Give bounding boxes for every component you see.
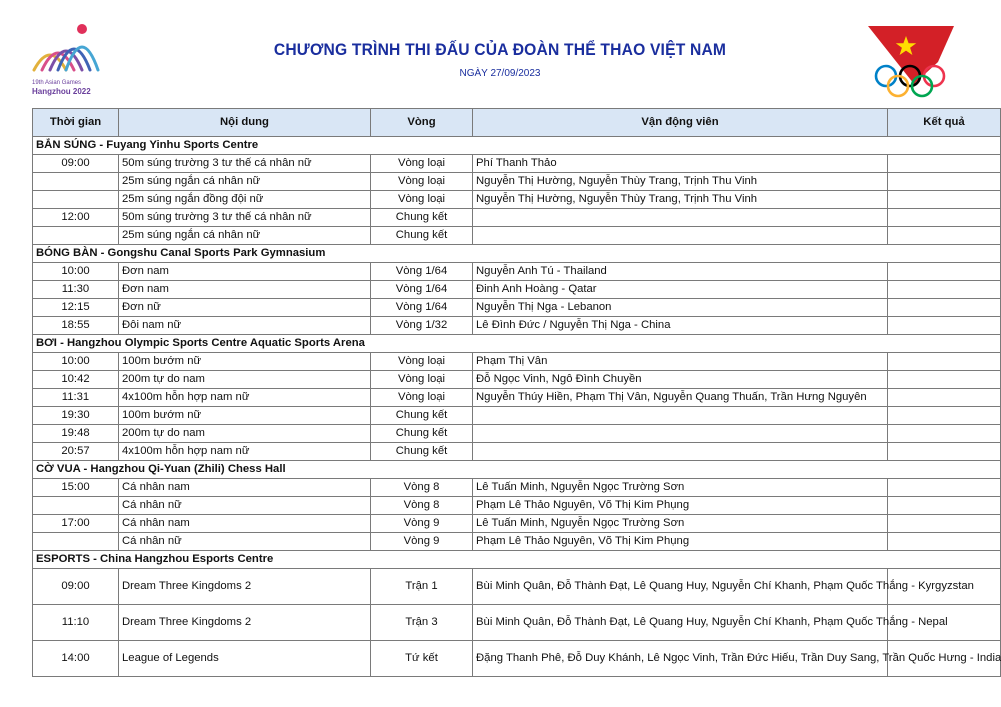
cell-result bbox=[888, 407, 1001, 425]
cell-round: Vòng loại bbox=[371, 371, 473, 389]
table-row bbox=[33, 173, 1001, 191]
cell-result bbox=[888, 173, 1001, 191]
cell-time bbox=[33, 497, 119, 515]
cell-time bbox=[33, 533, 119, 551]
table-row bbox=[33, 479, 1001, 497]
cell-event: Dream Three Kingdoms 2 bbox=[119, 569, 371, 605]
cell-result bbox=[888, 371, 1001, 389]
cell-round: Vòng loại bbox=[371, 191, 473, 209]
column-header-round: Vòng bbox=[371, 109, 473, 137]
table-row bbox=[33, 497, 1001, 515]
cell-time: 15:00 bbox=[33, 479, 119, 497]
cell-athletes: Đặng Thanh Phê, Đỗ Duy Khánh, Lê Ngọc Vinh, Trần Đức Hiếu, Trần Duy Sang, Trần Quốc Hưng - India bbox=[473, 641, 888, 677]
section-row bbox=[33, 245, 1001, 263]
cell-athletes bbox=[473, 209, 888, 227]
cell-round: Chung kết bbox=[371, 425, 473, 443]
cell-athletes: Đinh Anh Hoàng - Qatar bbox=[473, 281, 888, 299]
cell-athletes bbox=[473, 425, 888, 443]
cell-event: Dream Three Kingdoms 2 bbox=[119, 605, 371, 641]
section-row bbox=[33, 461, 1001, 479]
table-row bbox=[33, 389, 1001, 407]
cell-time bbox=[33, 191, 119, 209]
cell-round: Tứ kết bbox=[371, 641, 473, 677]
page-date: NGÀY 27/09/2023 bbox=[459, 68, 541, 79]
cell-athletes: Nguyễn Thúy Hiền, Phạm Thị Vân, Nguyễn Quang Thuấn, Trần Hưng Nguyên bbox=[473, 389, 888, 407]
cell-round: Chung kết bbox=[371, 209, 473, 227]
cell-time: 09:00 bbox=[33, 569, 119, 605]
cell-result bbox=[888, 155, 1001, 173]
cell-event: 100m bướm nữ bbox=[119, 353, 371, 371]
schedule-body bbox=[33, 137, 1001, 677]
cell-event: 25m súng ngắn đồng đội nữ bbox=[119, 191, 371, 209]
cell-event: Cá nhân nam bbox=[119, 515, 371, 533]
cell-round: Trận 3 bbox=[371, 605, 473, 641]
cell-event: League of Legends bbox=[119, 641, 371, 677]
section-title: BẮN SÚNG - Fuyang Yinhu Sports Centre bbox=[33, 137, 1001, 155]
cell-time bbox=[33, 173, 119, 191]
cell-time: 12:00 bbox=[33, 209, 119, 227]
cell-result bbox=[888, 425, 1001, 443]
schedule-table bbox=[32, 108, 1001, 677]
table-row bbox=[33, 353, 1001, 371]
cell-round: Vòng 1/64 bbox=[371, 263, 473, 281]
cell-result bbox=[888, 533, 1001, 551]
cell-round: Vòng 8 bbox=[371, 497, 473, 515]
cell-round: Vòng loại bbox=[371, 155, 473, 173]
section-title: CỜ VUA - Hangzhou Qi-Yuan (Zhili) Chess Hall bbox=[33, 461, 1001, 479]
table-row bbox=[33, 299, 1001, 317]
section-title: BƠI - Hangzhou Olympic Sports Centre Aquatic Sports Arena bbox=[33, 335, 1001, 353]
table-row bbox=[33, 155, 1001, 173]
logo-caption-city: Hangzhou 2022 bbox=[32, 87, 91, 96]
cell-round: Vòng 9 bbox=[371, 515, 473, 533]
table-row bbox=[33, 281, 1001, 299]
table-row bbox=[33, 641, 1001, 677]
table-header-row bbox=[33, 109, 1001, 137]
cell-athletes: Đỗ Ngọc Vinh, Ngô Đình Chuyền bbox=[473, 371, 888, 389]
cell-result bbox=[888, 497, 1001, 515]
table-row bbox=[33, 605, 1001, 641]
table-row bbox=[33, 515, 1001, 533]
cell-athletes: Bùi Minh Quân, Đỗ Thành Đạt, Lê Quang Huy, Nguyễn Chí Khanh, Phạm Quốc Thắng - Nepal bbox=[473, 605, 888, 641]
cell-event: 200m tự do nam bbox=[119, 425, 371, 443]
cell-athletes bbox=[473, 407, 888, 425]
column-header-result: Kết quả bbox=[888, 109, 1001, 137]
cell-time: 18:55 bbox=[33, 317, 119, 335]
logo-caption-edition: 19th Asian Games bbox=[32, 80, 82, 86]
cell-athletes: Lê Tuấn Minh, Nguyễn Ngọc Trường Sơn bbox=[473, 479, 888, 497]
cell-round: Vòng 1/32 bbox=[371, 317, 473, 335]
cell-athletes: Nguyễn Anh Tú - Thailand bbox=[473, 263, 888, 281]
cell-athletes bbox=[473, 443, 888, 461]
cell-time: 14:00 bbox=[33, 641, 119, 677]
section-title: ESPORTS - China Hangzhou Esports Centre bbox=[33, 551, 1001, 569]
cell-athletes: Lê Tuấn Minh, Nguyễn Ngọc Trường Sơn bbox=[473, 515, 888, 533]
table-row bbox=[33, 371, 1001, 389]
cell-event: 4x100m hỗn hợp nam nữ bbox=[119, 389, 371, 407]
cell-athletes: Bùi Minh Quân, Đỗ Thành Đạt, Lê Quang Huy, Nguyễn Chí Khanh, Phạm Quốc Thắng - Kyrgyzstan bbox=[473, 569, 888, 605]
section-row bbox=[33, 551, 1001, 569]
cell-time: 09:00 bbox=[33, 155, 119, 173]
cell-time: 20:57 bbox=[33, 443, 119, 461]
cell-event: Cá nhân nữ bbox=[119, 533, 371, 551]
table-row bbox=[33, 191, 1001, 209]
cell-result bbox=[888, 281, 1001, 299]
cell-time: 12:15 bbox=[33, 299, 119, 317]
table-row bbox=[33, 569, 1001, 605]
cell-result bbox=[888, 443, 1001, 461]
cell-athletes: Nguyễn Thị Hường, Nguyễn Thùy Trang, Trịnh Thu Vinh bbox=[473, 191, 888, 209]
asian-games-logo bbox=[28, 20, 114, 102]
cell-round: Vòng 8 bbox=[371, 479, 473, 497]
cell-athletes: Phạm Lê Thảo Nguyên, Võ Thị Kim Phụng bbox=[473, 497, 888, 515]
cell-result bbox=[888, 389, 1001, 407]
cell-event: 50m súng trường 3 tư thế cá nhân nữ bbox=[119, 155, 371, 173]
cell-athletes: Phí Thanh Thảo bbox=[473, 155, 888, 173]
cell-event: 100m bướm nữ bbox=[119, 407, 371, 425]
cell-round: Vòng 1/64 bbox=[371, 299, 473, 317]
cell-round: Vòng loại bbox=[371, 389, 473, 407]
cell-time: 10:00 bbox=[33, 263, 119, 281]
cell-event: 25m súng ngắn cá nhân nữ bbox=[119, 173, 371, 191]
cell-athletes bbox=[473, 227, 888, 245]
cell-time: 11:10 bbox=[33, 605, 119, 641]
cell-result bbox=[888, 353, 1001, 371]
cell-result bbox=[888, 299, 1001, 317]
cell-athletes: Phạm Lê Thảo Nguyên, Võ Thị Kim Phụng bbox=[473, 533, 888, 551]
table-row bbox=[33, 425, 1001, 443]
cell-time: 17:00 bbox=[33, 515, 119, 533]
column-header-event: Nội dung bbox=[119, 109, 371, 137]
cell-event: 200m tự do nam bbox=[119, 371, 371, 389]
cell-event: Cá nhân nam bbox=[119, 479, 371, 497]
table-row bbox=[33, 263, 1001, 281]
column-header-time: Thời gian bbox=[33, 109, 119, 137]
table-row bbox=[33, 227, 1001, 245]
cell-event: 50m súng trường 3 tư thế cá nhân nữ bbox=[119, 209, 371, 227]
page-header bbox=[0, 0, 1000, 107]
cell-athletes: Phạm Thị Vân bbox=[473, 353, 888, 371]
cell-event: 4x100m hỗn hợp nam nữ bbox=[119, 443, 371, 461]
cell-round: Vòng 9 bbox=[371, 533, 473, 551]
section-row bbox=[33, 335, 1001, 353]
cell-event: Đôi nam nữ bbox=[119, 317, 371, 335]
cell-result bbox=[888, 227, 1001, 245]
cell-event: Đơn nữ bbox=[119, 299, 371, 317]
cell-result bbox=[888, 515, 1001, 533]
page-title: CHƯƠNG TRÌNH THI ĐẤU CỦA ĐOÀN THỂ THAO VIỆT NAM bbox=[273, 40, 727, 59]
cell-athletes: Lê Đình Đức / Nguyễn Thị Nga - China bbox=[473, 317, 888, 335]
column-header-athletes: Vận động viên bbox=[473, 109, 888, 137]
cell-time: 19:48 bbox=[33, 425, 119, 443]
cell-time: 11:31 bbox=[33, 389, 119, 407]
cell-event: Đơn nam bbox=[119, 263, 371, 281]
table-row bbox=[33, 407, 1001, 425]
cell-event: Đơn nam bbox=[119, 281, 371, 299]
cell-round: Chung kết bbox=[371, 443, 473, 461]
cell-athletes: Nguyễn Thị Hường, Nguyễn Thùy Trang, Trịnh Thu Vinh bbox=[473, 173, 888, 191]
vietnam-flag-olympic-rings-icon bbox=[866, 22, 956, 100]
table-row bbox=[33, 209, 1001, 227]
section-row bbox=[33, 137, 1001, 155]
cell-round: Vòng loại bbox=[371, 353, 473, 371]
cell-time: 10:00 bbox=[33, 353, 119, 371]
cell-result bbox=[888, 479, 1001, 497]
section-title: BÓNG BÀN - Gongshu Canal Sports Park Gymnasium bbox=[33, 245, 1001, 263]
cell-time: 11:30 bbox=[33, 281, 119, 299]
cell-round: Vòng 1/64 bbox=[371, 281, 473, 299]
cell-result bbox=[888, 191, 1001, 209]
cell-time: 10:42 bbox=[33, 371, 119, 389]
cell-event: 25m súng ngắn cá nhân nữ bbox=[119, 227, 371, 245]
cell-round: Trận 1 bbox=[371, 569, 473, 605]
vietnam-olympic-logo bbox=[866, 22, 956, 100]
cell-round: Vòng loại bbox=[371, 173, 473, 191]
table-row bbox=[33, 443, 1001, 461]
cell-result bbox=[888, 263, 1001, 281]
cell-round: Chung kết bbox=[371, 227, 473, 245]
cell-event: Cá nhân nữ bbox=[119, 497, 371, 515]
cell-athletes: Nguyễn Thị Nga - Lebanon bbox=[473, 299, 888, 317]
cell-time: 19:30 bbox=[33, 407, 119, 425]
cell-result bbox=[888, 317, 1001, 335]
cell-time bbox=[33, 227, 119, 245]
cell-result bbox=[888, 209, 1001, 227]
table-row bbox=[33, 533, 1001, 551]
cell-round: Chung kết bbox=[371, 407, 473, 425]
table-row bbox=[33, 317, 1001, 335]
